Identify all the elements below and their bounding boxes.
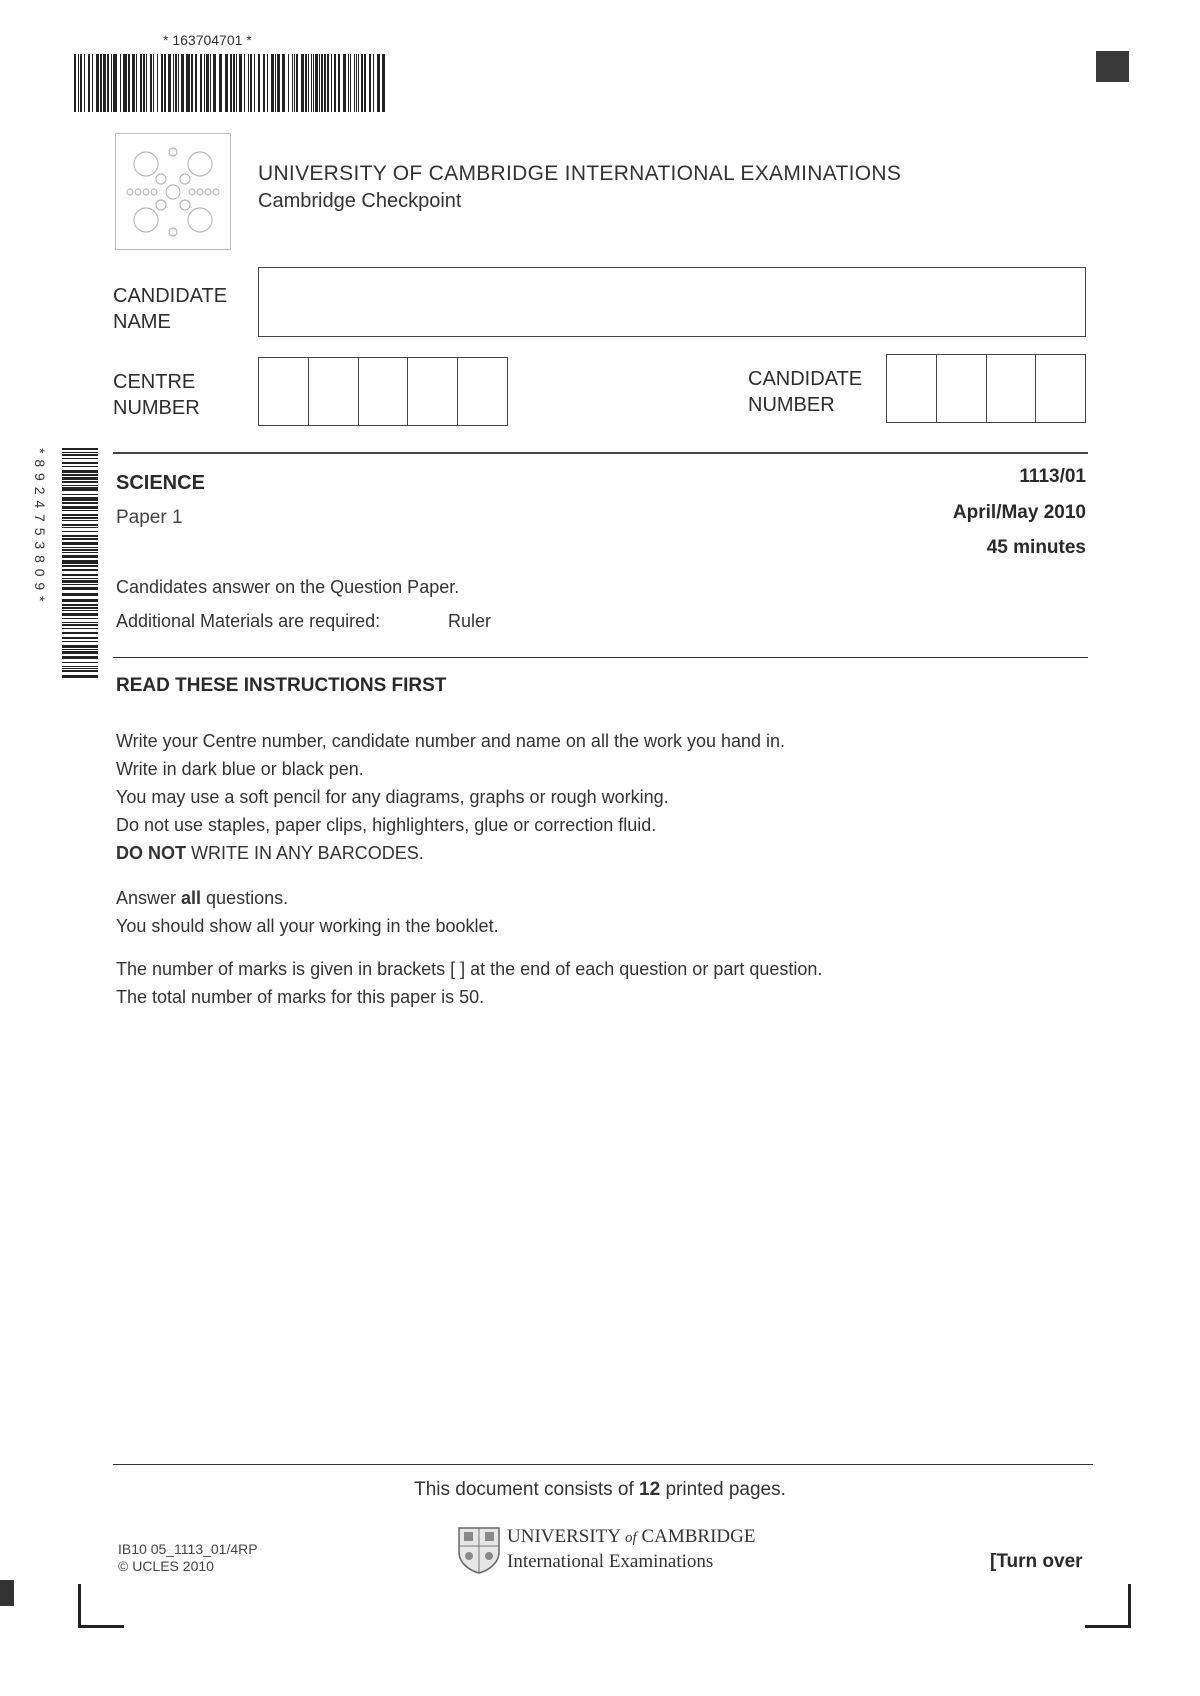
working-line: You should show all your working in the booklet. (116, 916, 499, 936)
turn-over-label: [Turn over (990, 1551, 1083, 1572)
total-marks-line: The total number of marks for this paper is 50. (116, 987, 485, 1007)
instruction-line: Write in dark blue or black pen. (116, 759, 364, 779)
cie-logo (115, 133, 231, 250)
candidate-number-field[interactable] (886, 354, 1086, 423)
page-count-note: This document consists of 12 printed pages. (414, 1479, 786, 1500)
instructions-heading: READ THESE INSTRUCTIONS FIRST (116, 675, 447, 696)
answer-instructions (116, 884, 499, 940)
centre-number-cell[interactable] (359, 358, 409, 425)
candidate-number-cell[interactable] (887, 355, 937, 422)
candidate-number-label: CANDIDATE NUMBER (748, 368, 863, 416)
candidate-number-cell[interactable] (937, 355, 987, 422)
exam-session: April/May 2010 (952, 502, 1086, 523)
centre-number-cell[interactable] (408, 358, 458, 425)
candidate-number-cell[interactable] (987, 355, 1037, 422)
institution-name: UNIVERSITY OF CAMBRIDGE INTERNATIONAL EXAMINATIONS (258, 162, 902, 185)
instruction-line: Write your Centre number, candidate number and name on all the work you hand in. (116, 731, 786, 751)
candidate-number-cell[interactable] (1036, 355, 1085, 422)
marks-line: The number of marks is given in brackets [ ] at the end of each question or part question. (116, 959, 823, 979)
divider (113, 657, 1088, 658)
top-barcode-number: * 163704701 * (163, 32, 252, 48)
candidate-name-label: CANDIDATE NAME (113, 285, 228, 333)
cambridge-shield-icon (457, 1526, 501, 1574)
copyright: © UCLES 2010 (118, 1558, 214, 1574)
paper-name: Paper 1 (116, 507, 183, 528)
programme-name: Cambridge Checkpoint (258, 190, 462, 212)
centre-number-cell[interactable] (259, 358, 309, 425)
crop-mark (1085, 1625, 1131, 1628)
edge-mark (0, 1580, 14, 1606)
crop-mark (78, 1584, 81, 1628)
cie-logo-icon (116, 134, 230, 249)
cambridge-logo-text: UNIVERSITY of CAMBRIDGE International Examinations (507, 1526, 756, 1572)
subject: SCIENCE (116, 472, 205, 494)
centre-number-label: CENTRE NUMBER (113, 371, 200, 419)
materials-value: Ruler (448, 611, 492, 631)
crop-mark (1128, 1584, 1131, 1628)
centre-number-cell[interactable] (309, 358, 359, 425)
registration-mark (1096, 51, 1129, 82)
paper-code: 1113/01 (1019, 466, 1086, 487)
instructions-list (116, 727, 785, 867)
duration: 45 minutes (986, 537, 1086, 558)
side-barcode-number: * 8 9 2 4 7 5 3 8 0 9 * (32, 448, 48, 603)
divider (113, 452, 1088, 454)
marks-instructions (116, 955, 822, 1011)
barcode-warning: DO NOT WRITE IN ANY BARCODES. (116, 843, 424, 863)
instruction-line: You may use a soft pencil for any diagrams, graphs or rough working. (116, 787, 669, 807)
crop-mark (78, 1625, 124, 1628)
footer-divider (113, 1464, 1093, 1465)
reference-code: IB10 05_1113_01/4RP (118, 1541, 258, 1557)
materials-label: Additional Materials are required: (116, 611, 381, 631)
centre-number-cell[interactable] (458, 358, 507, 425)
candidate-name-field[interactable] (258, 267, 1086, 337)
instruction-line: Do not use staples, paper clips, highlighters, glue or correction fluid. (116, 815, 657, 835)
answer-all-line: Answer all questions. (116, 888, 289, 908)
centre-number-field[interactable] (258, 357, 508, 426)
top-barcode (74, 54, 386, 112)
answer-note: Candidates answer on the Question Paper. (116, 577, 460, 597)
